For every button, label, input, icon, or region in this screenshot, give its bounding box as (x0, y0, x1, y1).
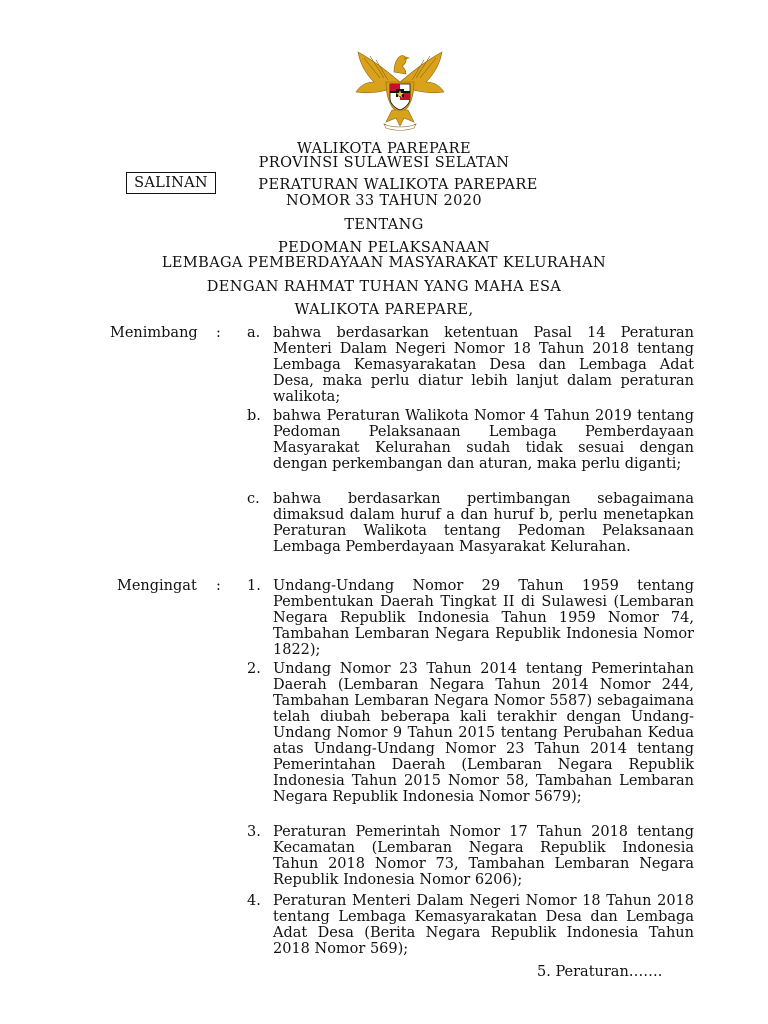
menimbang-item-a: bahwa berdasarkan ketentuan Pasal 14 Peraturan Menteri Dalam Negeri Nomor 18 Tahun 2018 tentang Lembaga Kemasyarakatan Desa dan Lembaga Adat Desa, maka perlu diatur lebih lanjut dalam peraturan walikota; (273, 325, 694, 405)
menimbang-marker-b: b. (247, 408, 261, 424)
subject-line-1: PEDOMAN PELAKSANAAN (277, 240, 491, 256)
mengingat-item-4: Peraturan Menteri Dalam Negeri Nomor 18 Tahun 2018 tentang Lembaga Kemasyarakatan Desa dan Lembaga Adat Desa (Berita Negara Republik Indonesia Tahun 2018 Nomor 569); (273, 893, 694, 957)
garuda-pancasila-emblem (350, 42, 450, 132)
province-title: PROVINSI SULAWESI SELATAN (258, 155, 510, 171)
about-label: TENTANG (344, 217, 424, 233)
menimbang-colon: : (216, 325, 221, 341)
grace-line: DENGAN RAHMAT TUHAN YANG MAHA ESA (206, 279, 562, 295)
mengingat-item-1: Undang-Undang Nomor 29 Tahun 1959 tentang Pembentukan Daerah Tingkat II di Sulawesi (Lembaran Negara Republik Indonesia Tahun 1959 Nomor 74, Tambahan Lembaran Negara Republik Indonesia Nomor 1822); (273, 578, 694, 658)
menimbang-item-c: bahwa berdasarkan pertimbangan sebagaimana dimaksud dalam huruf a dan huruf b, perlu menetapkan Peraturan Walikota tentang Pedoman Pelaksanaan Lembaga Pemberdayaan Masyarakat Kelurahan. (273, 491, 694, 555)
menimbang-item-b: bahwa Peraturan Walikota Nomor 4 Tahun 2019 tentang Pedoman Pelaksanaan Lembaga Pemberdayaan Masyarakat Kelurahan sudah tidak sesuai dengan dengan perkembangan dan aturan, maka perlu diganti; (273, 408, 694, 472)
mengingat-item-3: Peraturan Pemerintah Nomor 17 Tahun 2018 tentang Kecamatan (Lembaran Negara Republik Indonesia Tahun 2018 Nomor 73, Tambahan Lembaran Negara Republik Indonesia Nomor 6206); (273, 824, 694, 888)
mengingat-marker-3: 3. (247, 824, 261, 840)
page-continuation: 5. Peraturan……. (537, 964, 663, 980)
mengingat-item-2: Undang Nomor 23 Tahun 2014 tentang Pemerintahan Daerah (Lembaran Negara Tahun 2014 Nomor 244, Tambahan Lembaran Negara Nomor 5587) sebagaimana telah diubah beberapa kali terakhir dengan Undang-Undang Nomor 9 Tahun 2015 tentang Perubahan Kedua atas Undang-Undang Nomor 23 Tahun 2014 tentang Pemerintahan Daerah (Lembaran Negara Republik Indonesia Tahun 2015 Nomor 58, Tambahan Lembaran Negara Republik Indonesia Nomor 5679); (273, 661, 694, 805)
mengingat-marker-1: 1. (247, 578, 261, 594)
mengingat-marker-4: 4. (247, 893, 261, 909)
menimbang-label: Menimbang (110, 325, 198, 341)
mengingat-marker-2: 2. (247, 661, 261, 677)
authority-line: WALIKOTA PAREPARE, (294, 302, 474, 318)
menimbang-marker-c: c. (247, 491, 260, 507)
mengingat-label: Mengingat (117, 578, 197, 594)
menimbang-marker-a: a. (247, 325, 261, 341)
mengingat-colon: : (216, 578, 221, 594)
salinan-stamp: SALINAN (126, 172, 216, 194)
regulation-title: PERATURAN WALIKOTA PAREPARE (258, 177, 538, 193)
subject-line-2: LEMBAGA PEMBERDAYAAN MASYARAKAT KELURAHAN (161, 255, 607, 271)
issuer-title: WALIKOTA PAREPARE (297, 141, 471, 157)
regulation-number: NOMOR 33 TAHUN 2020 (286, 193, 482, 209)
